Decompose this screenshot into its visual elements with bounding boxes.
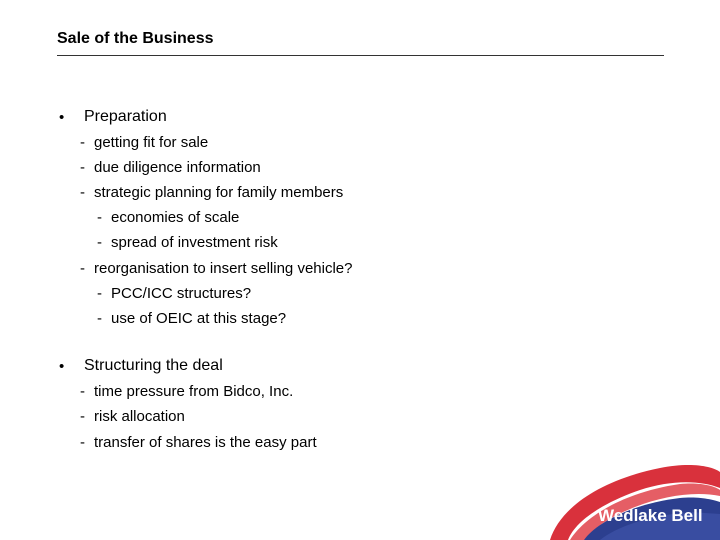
list-item: - reorganisation to insert selling vehicle? (80, 260, 353, 277)
dash-icon: - (80, 383, 85, 400)
sub-list-item: - PCC/ICC structures? (97, 285, 252, 302)
sub-list-item: - spread of investment risk (97, 234, 278, 251)
dash-icon: - (97, 310, 102, 327)
dash-icon: - (80, 260, 85, 277)
list-item: - time pressure from Bidco, Inc. (80, 383, 294, 400)
dash-icon: - (80, 184, 85, 201)
dash-icon: - (80, 408, 85, 425)
dash-icon: - (97, 285, 102, 302)
list-item: - due diligence information (80, 159, 261, 176)
sub-list-item: - use of OEIC at this stage? (97, 310, 287, 327)
list-item: - getting fit for sale (80, 134, 209, 151)
bullet-icon: • (59, 358, 65, 375)
list-item: - risk allocation (80, 408, 185, 425)
dash-icon: - (97, 234, 102, 251)
wedlake-bell-logo (540, 458, 720, 540)
slide-title: Sale of the Business (57, 30, 214, 47)
section-heading-structuring: Structuring the deal (84, 357, 223, 374)
title-rule (57, 55, 664, 56)
logo-text: Wedlake Bell (598, 506, 703, 525)
sub-list-item: - economies of scale (97, 209, 240, 226)
list-item: - strategic planning for family members (80, 184, 344, 201)
dash-icon: - (97, 209, 102, 226)
dash-icon: - (80, 434, 85, 451)
bullet-icon: • (59, 109, 65, 126)
section-heading-preparation: Preparation (84, 108, 167, 125)
dash-icon: - (80, 134, 85, 151)
list-item: - transfer of shares is the easy part (80, 434, 317, 451)
dash-icon: - (80, 159, 85, 176)
